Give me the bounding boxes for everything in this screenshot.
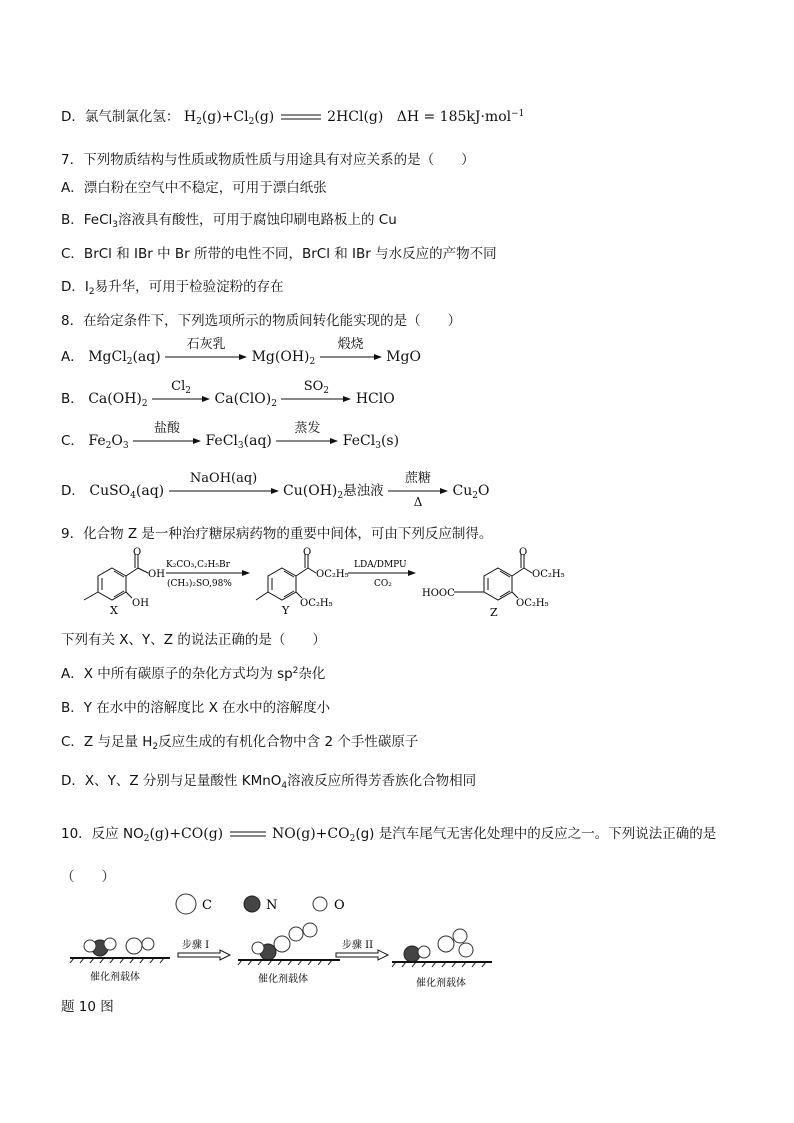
step-1-arrow bbox=[178, 950, 230, 960]
z-ester: OC₂H₅ bbox=[532, 569, 565, 580]
q8-a-s1: MgCl bbox=[88, 349, 127, 365]
q9-c-pre: C．Z 与足量 H bbox=[61, 734, 153, 750]
carrier-label-3: 催化剂载体 bbox=[416, 978, 466, 989]
q9-a-pre: A．X 中所有碳原子的杂化方式均为 sp bbox=[61, 666, 293, 682]
panel-3 bbox=[392, 929, 492, 989]
y-ether: OC₂H₅ bbox=[300, 598, 333, 609]
q10-stem-sub2: 2 bbox=[349, 834, 356, 844]
q8-c-s3: FeCl bbox=[342, 433, 376, 449]
q8-c-cond1: 盐酸 bbox=[154, 421, 181, 436]
q9-a-sup: 2 bbox=[292, 666, 299, 676]
q6-eq-sub1: 2 bbox=[196, 117, 202, 127]
q10-stem-sub1: 2 bbox=[143, 834, 150, 844]
q9-a-post: 杂化 bbox=[298, 666, 326, 682]
q6-dh: ΔH = 185kJ·mol bbox=[396, 109, 512, 125]
q9-option-d bbox=[61, 772, 476, 790]
equals-sign bbox=[228, 829, 268, 839]
carrier-label-2: 催化剂载体 bbox=[258, 974, 308, 985]
carrier-label-1: 催化剂载体 bbox=[90, 972, 140, 983]
q10-stem-mid1: (g)+CO(g) bbox=[149, 826, 224, 842]
q8-a-s1sub: 2 bbox=[126, 357, 133, 367]
q8-d-s3sub: 2 bbox=[472, 491, 478, 501]
q6-eq-left bbox=[184, 109, 274, 125]
reaction-arrow bbox=[320, 337, 382, 361]
legend-c: C bbox=[202, 898, 212, 913]
q9-option-b: B．Y 在水中的溶解度比 X 在水中的溶解度小 bbox=[61, 700, 331, 716]
q8-option-c bbox=[61, 421, 400, 451]
step-1-label: 步骤 I bbox=[182, 940, 210, 951]
step-2-label: 步骤 II bbox=[342, 940, 374, 951]
legend-n: N bbox=[266, 898, 278, 913]
arrow-head-2 bbox=[408, 570, 416, 576]
z-ether: OC₂H₅ bbox=[516, 598, 549, 609]
q6-eq-h: H bbox=[183, 109, 197, 125]
q6-eq-sub2: 2 bbox=[248, 117, 255, 127]
q9-prompt: 下列有关 X、Y、Z 的说法正确的是（ ） bbox=[61, 632, 326, 648]
legend-carbon-atom bbox=[176, 894, 196, 914]
q8-d-cond2: 蔗糖 bbox=[405, 471, 432, 486]
q8-option-b bbox=[61, 379, 395, 409]
arrow-head-1 bbox=[242, 570, 250, 576]
q8-d-s3: Cu bbox=[452, 483, 473, 499]
x-oh2: OH bbox=[132, 598, 149, 609]
q8-b-s2sub: 2 bbox=[271, 399, 277, 409]
q9-reaction-scheme bbox=[72, 546, 592, 626]
q9-option-a bbox=[61, 665, 325, 683]
q8-b-cond1: Cl bbox=[171, 379, 186, 394]
q7-stem: 7．下列物质结构与性质或物质性质与用途具有对应关系的是（ ） bbox=[61, 152, 475, 168]
q8-a-s3: MgO bbox=[386, 349, 421, 365]
q8-b-cond1sub: 2 bbox=[185, 386, 191, 396]
z-hooc: HOOC bbox=[422, 588, 455, 599]
q8-c-cond2: 蒸发 bbox=[294, 421, 321, 436]
q8-d-s3b: O bbox=[477, 483, 490, 499]
q7-b-post: 溶液具有酸性，可用于腐蚀印刷电路板上的 Cu bbox=[118, 212, 397, 228]
q8-a-s1b: (aq) bbox=[132, 349, 161, 365]
z-carbonyl-o: O bbox=[519, 547, 528, 558]
q8-option-d bbox=[61, 471, 490, 509]
q8-b-cond2sub: 2 bbox=[323, 386, 330, 396]
q9-c-sub: 2 bbox=[152, 742, 159, 752]
q7-d-pre: D．I bbox=[61, 279, 89, 295]
q8-d-s1: CuSO bbox=[89, 483, 131, 499]
q8-d-label: D． bbox=[61, 483, 85, 499]
legend-o: O bbox=[334, 898, 345, 913]
panel-1 bbox=[70, 938, 170, 983]
panel-2 bbox=[238, 923, 340, 985]
q10-mechanism-figure bbox=[64, 890, 514, 1000]
legend-nitrogen-atom bbox=[244, 896, 260, 912]
legend-oxygen-atom bbox=[313, 897, 327, 911]
molecule-x bbox=[84, 554, 148, 600]
q8-a-cond2: 煅烧 bbox=[337, 337, 364, 352]
q10-figure-caption: 题 10 图 bbox=[61, 999, 114, 1015]
q8-c-s2b: (aq) bbox=[243, 433, 272, 449]
q10-stem-post: (g) 是汽车尾气无害化处理中的反应之一。下列说法正确的是 bbox=[355, 826, 717, 842]
q9-stem: 9．化合物 Z 是一种治疗糖尿病药物的重要中间体，可由下列反应制得。 bbox=[61, 526, 493, 542]
q8-c-s2: FeCl bbox=[205, 433, 238, 449]
q8-a-cond1: 石灰乳 bbox=[186, 337, 226, 352]
q8-d-s2b: 悬浊液 bbox=[343, 483, 384, 499]
q6-optd-label: D．氯气制氯化氢： bbox=[61, 109, 180, 125]
reaction-arrow bbox=[281, 379, 351, 403]
molecule-z bbox=[454, 554, 532, 600]
q8-c-label: C． bbox=[61, 433, 84, 449]
x-oh1: OH bbox=[148, 569, 165, 580]
q8-c-s3sub: 3 bbox=[375, 441, 381, 451]
q8-c-s3b: (s) bbox=[380, 433, 400, 449]
q9-d-sub: 4 bbox=[281, 781, 288, 791]
y-carbonyl-o: O bbox=[303, 547, 312, 558]
molecule-y bbox=[256, 554, 316, 600]
q7-option-a: A．漂白粉在空气中不稳定，可用于漂白纸张 bbox=[61, 180, 327, 196]
q8-d-cond2b: Δ bbox=[413, 495, 423, 509]
r2-bottom: CO₂ bbox=[374, 579, 392, 589]
q8-c-s1sub2: 3 bbox=[122, 441, 129, 451]
q8-b-label: B． bbox=[61, 391, 84, 407]
q6-eq-g1: (g)+Cl bbox=[201, 109, 249, 125]
q8-d-s1sub: 4 bbox=[130, 491, 136, 501]
q8-option-a bbox=[61, 337, 421, 367]
q8-c-s1: Fe bbox=[88, 433, 106, 449]
q10-stem-pre: 10．反应 NO bbox=[61, 826, 144, 842]
q9-option-c bbox=[61, 733, 418, 751]
y-ester: OC₂H₅ bbox=[316, 569, 349, 580]
q8-d-s2sub: 2 bbox=[337, 491, 344, 501]
q10-stem-mid2: NO(g)+CO bbox=[272, 826, 350, 842]
q9-c-post: 反应生成的有机化合物中含 2 个手性碳原子 bbox=[158, 734, 419, 750]
q7-option-c: C．BrCl 和 IBr 中 Br 所带的电性不同，BrCl 和 IBr 与水反应的产物不同 bbox=[61, 246, 497, 262]
q7-b-pre: B．FeCl bbox=[61, 212, 113, 228]
q8-b-s1sub: 2 bbox=[141, 399, 148, 409]
q8-d-cond1: NaOH(aq) bbox=[189, 471, 258, 486]
x-label: X bbox=[110, 604, 118, 617]
q9-d-pre: D．X、Y、Z 分别与足量酸性 KMnO bbox=[61, 773, 282, 789]
reaction-arrow bbox=[133, 421, 201, 445]
q8-stem: 8．在给定条件下，下列选项所示的物质间转化能实现的是（ ） bbox=[61, 313, 462, 329]
q7-d-post: 易升华，可用于检验淀粉的存在 bbox=[94, 279, 284, 295]
q6-eq-g2: (g) bbox=[254, 109, 275, 125]
q7-option-d bbox=[61, 278, 284, 296]
q6-option-d bbox=[61, 108, 524, 126]
reaction-arrow bbox=[152, 379, 210, 403]
q8-c-s1sub: 2 bbox=[105, 441, 112, 451]
x-carbonyl-o: O bbox=[133, 547, 142, 558]
q8-c-s1b: O bbox=[111, 433, 123, 449]
r1-bottom: (CH₃)₂SO,98% bbox=[167, 579, 232, 589]
q8-a-label: A． bbox=[61, 349, 84, 365]
q8-a-s2sub: 2 bbox=[309, 357, 316, 367]
r1-top: K₂CO₃,C₂H₅Br bbox=[166, 560, 230, 570]
q10-answer-paren: （ ） bbox=[61, 869, 115, 885]
q8-b-s2: Ca(ClO) bbox=[214, 391, 272, 407]
reaction-arrow bbox=[388, 471, 448, 509]
r2-top: LDA/DMPU bbox=[354, 560, 407, 570]
q6-dh-sup: −1 bbox=[511, 109, 525, 119]
q9-d-post: 溶液反应所得芳香族化合物相同 bbox=[287, 773, 477, 789]
q7-option-b bbox=[61, 211, 397, 229]
q7-d-sub: 2 bbox=[88, 287, 95, 297]
z-label: Z bbox=[490, 606, 498, 619]
q8-d-s1b: (aq) bbox=[135, 483, 165, 499]
q8-d-s2: Cu(OH) bbox=[283, 483, 338, 499]
q7-b-sub: 3 bbox=[112, 220, 119, 230]
q10-stem bbox=[61, 825, 716, 843]
step-2-arrow bbox=[336, 950, 388, 960]
reaction-arrow bbox=[169, 471, 279, 495]
q8-b-s1: Ca(OH) bbox=[88, 391, 142, 407]
q8-b-cond2: SO bbox=[303, 379, 324, 394]
y-label: Y bbox=[282, 604, 290, 617]
q8-b-s3: HClO bbox=[355, 391, 395, 407]
q8-c-s2sub: 3 bbox=[237, 441, 244, 451]
reaction-arrow bbox=[165, 337, 247, 361]
q6-eq-right: 2HCl(g) bbox=[327, 109, 384, 125]
reaction-arrow bbox=[276, 421, 338, 445]
q8-a-s2: Mg(OH) bbox=[251, 349, 310, 365]
equals-sign bbox=[279, 112, 323, 122]
